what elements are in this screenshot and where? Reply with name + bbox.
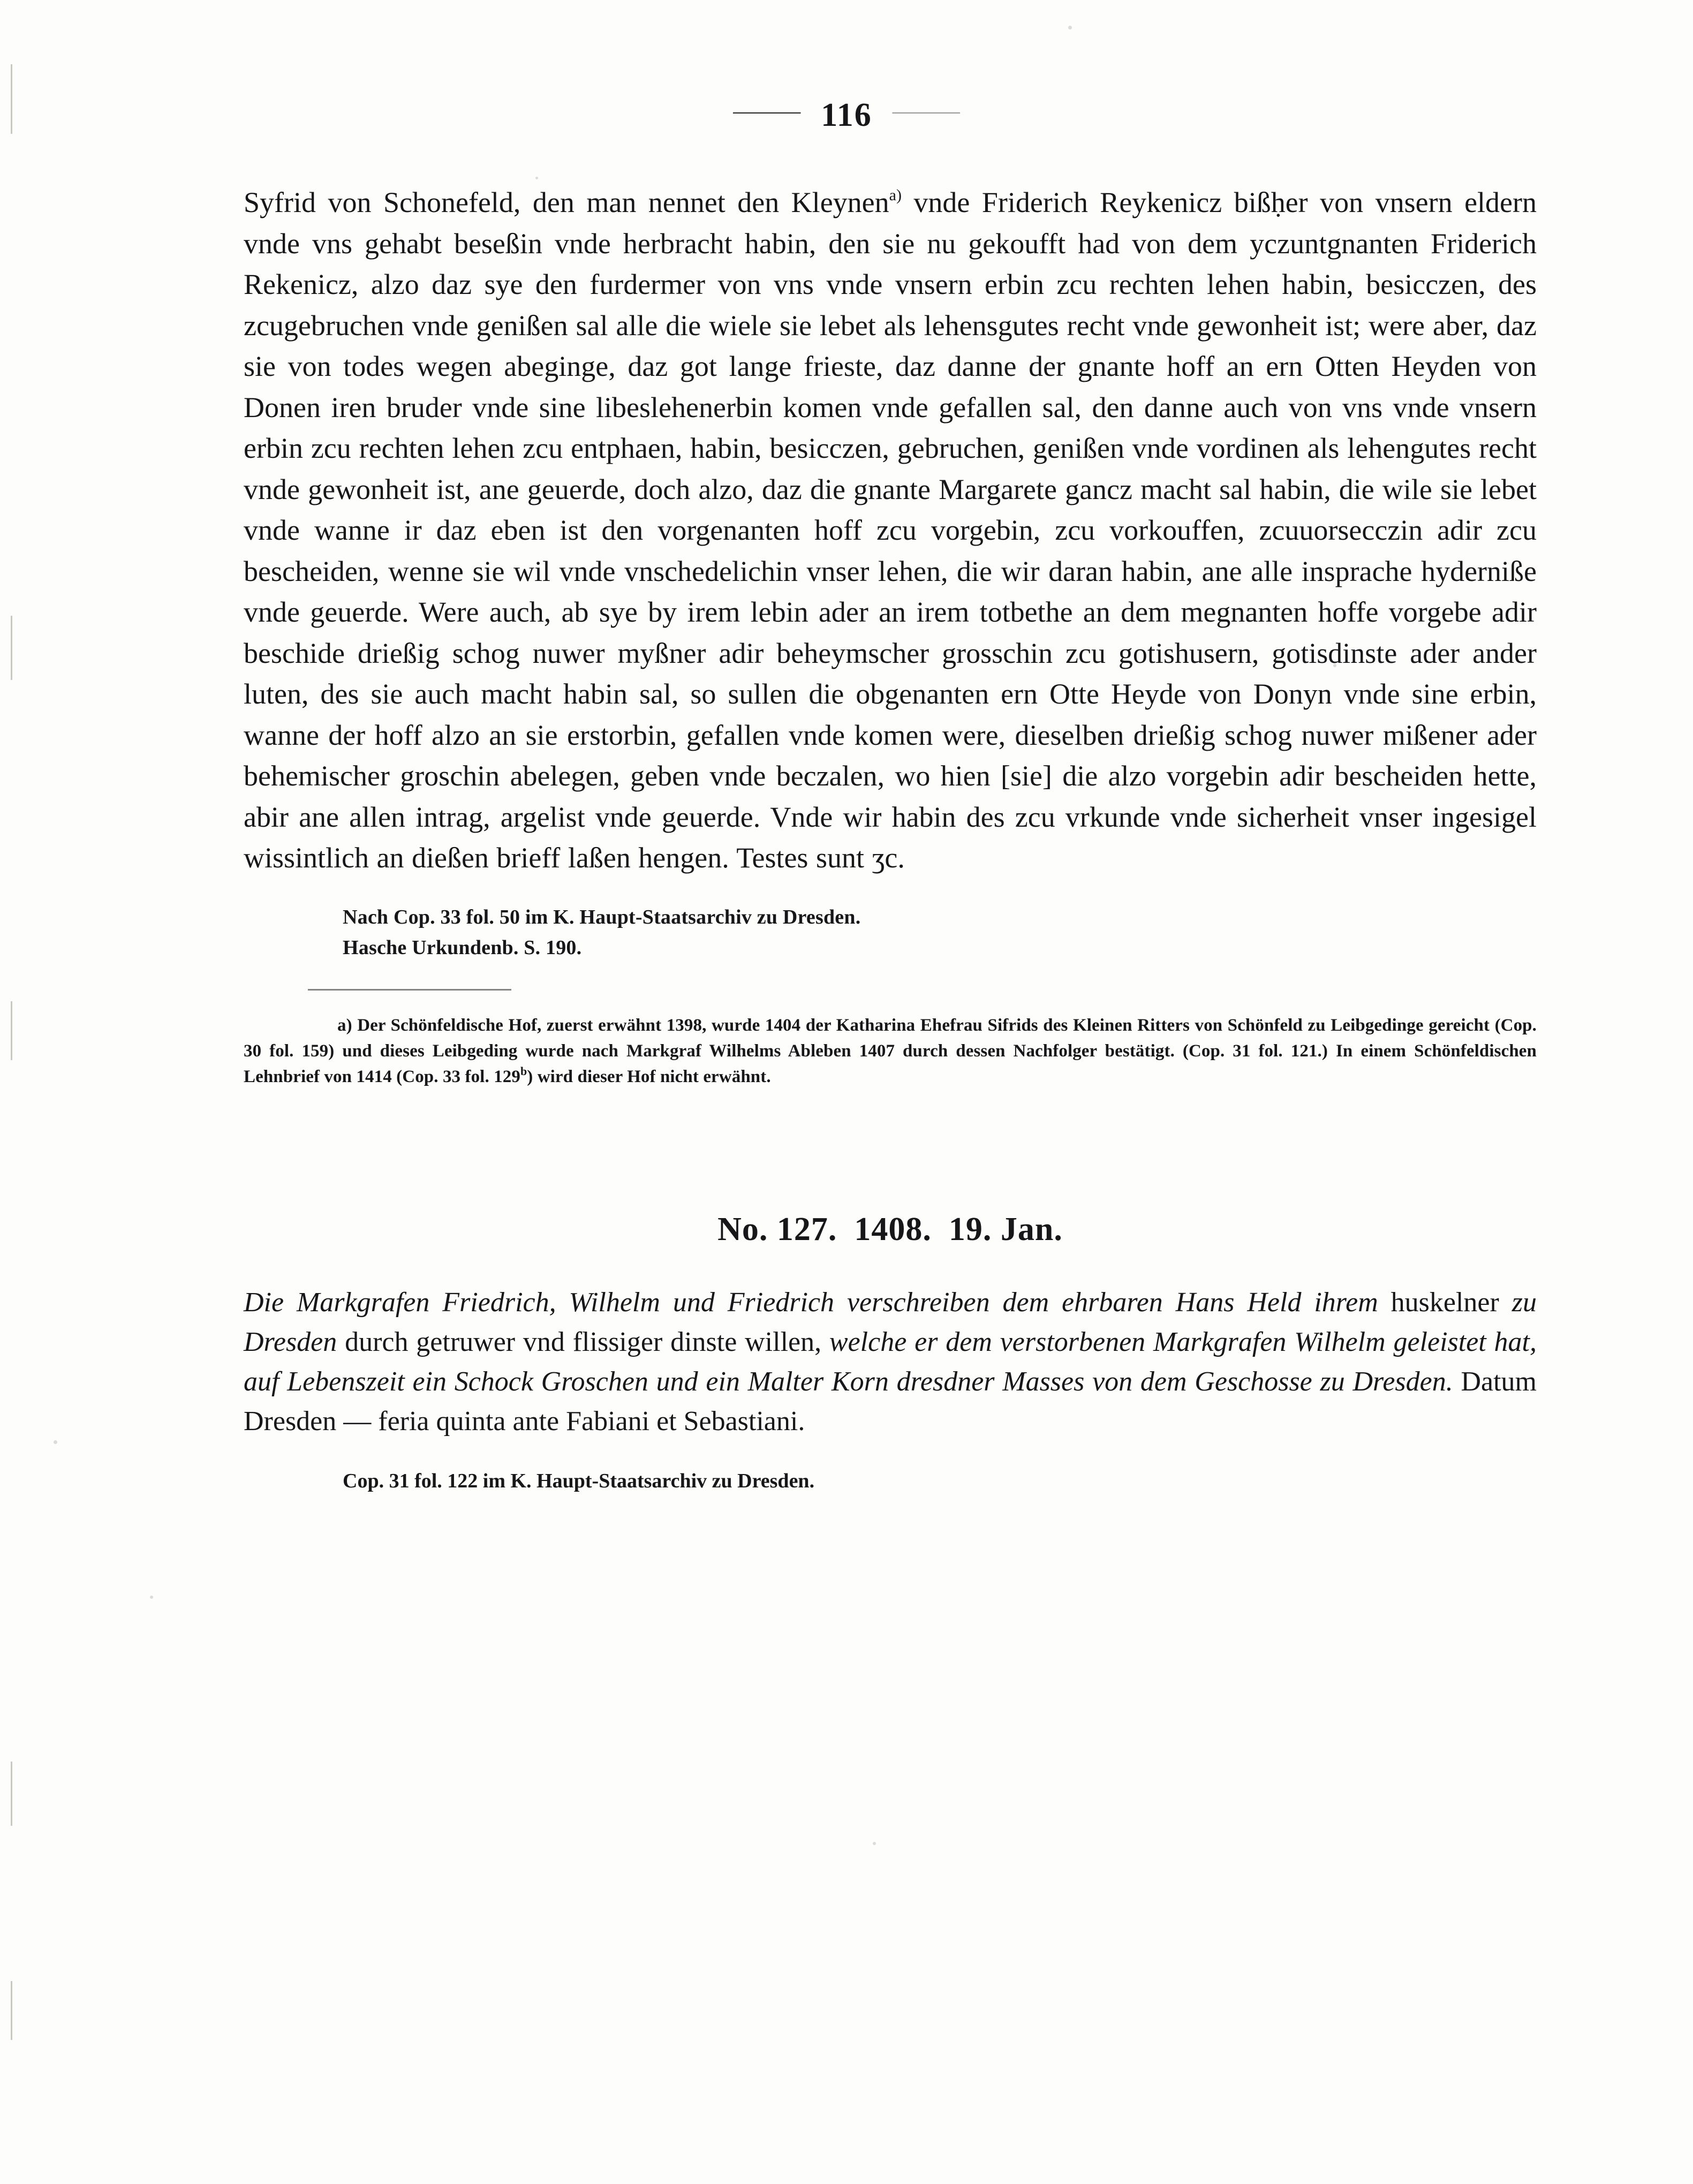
charter-date: 19. Jan. xyxy=(948,1211,1063,1248)
charter-126-source-notes xyxy=(343,902,1537,963)
footnote-text-end: ) wird dieser Hof nicht erwähnt. xyxy=(527,1067,771,1086)
abstract-segment-italic: zu Dresden xyxy=(244,1287,1537,1357)
charter-number: No. 127. xyxy=(717,1211,837,1248)
scan-edge-artifact xyxy=(11,1762,12,1826)
charter-126-text-part1: Syfrid von Schonefeld, den man nennet den Kleynen xyxy=(244,186,889,218)
text-column xyxy=(244,182,1537,1497)
rule-right: ——— xyxy=(892,99,960,124)
footnote-separator xyxy=(308,989,1537,994)
charter-127-abstract xyxy=(244,1283,1537,1441)
charter-126-text-part2: vnde Friderich Reykenicz bißḥer von vnsern eldern vnde vns gehabt beseßin vnde herbracht habin, den sie nu gekoufft had von dem yczuntgnanten Friderich Rekenicz, alzo daz sye den furdermer von vns vnde vnsern erbin zcu rechten lehen habin, besicczen, des zcugebruchen vnde genißen sal alle die wiele sie lebet als lehensgutes recht vnde gewonheit ist; were aber, daz sie von todes wegen abeginge, daz got lange frieste, daz danne der gnante hoff an ern Otten Heyden von Donen iren bruder vnde sine libeslehenerbin komen vnde gefallen sal, den danne auch von vns vnde vnsern erbin zcu rechten lehen zcu entphaen, habin, besicczen, gebruchen, genißen vnde vordinen als lehengutes recht vnde gewonheit ist, ane geuerde, doch alzo, daz die gnante Margarete gancz macht sal habin, die wile sie lebet vnde wanne ir daz eben ist den vorgenanten hoff zcu vorgebin, zcu vorkouffen, zcuuorsecczin adir zcu bescheiden, wenne sie wil vnde vnschedelichin vnser lehen, die wir daran habin, ane alle insprache hyderniße vnde geuerde. Were auch, ab sye by irem lebin ader an irem totbethe an dem megnanten hoffe vorgebe adir beschide drießig schog nuwer myßner adir beheymscher grosschin zcu gotishusern, gotisdinste ader ander luten, des sie auch macht habin sal, so sullen die obgenanten ern Otte Heyde von Donyn vnde sine erbin, wanne der hoff alzo an sie erstorbin, gefallen vnde komen were, dieselben drießig schog nuwer mißener ader behemischer groschin abelegen, geben vnde beczalen, wo hien [sie] die alzo vorgebin adir bescheiden hette, abir ane allen intrag, argelist vnde geuerde. Vnde wir habin des zcu vrkunde vnde sicherheit vnser ingesigel wissintlich an dießen brieff laßen hengen. Testes sunt ʒc. xyxy=(244,186,1537,874)
source-note-line: Nach Cop. 33 fol. 50 im K. Haupt-Staatsarchiv zu Dresden. xyxy=(343,905,861,928)
charter-year: 1408. xyxy=(854,1211,932,1248)
scan-speck xyxy=(873,1842,876,1845)
scan-speck xyxy=(54,1440,57,1444)
abstract-segment-italic: Die Markgrafen Friedrich, Wilhelm und Friedrich verschreiben dem ehrbaren Hans Held ihrem xyxy=(244,1287,1378,1318)
abstract-segment-italic: welche er dem verstorbenen Markgrafen Wilhelm geleistet hat, auf Lebenszeit ein Schock Groschen und ein Malter Korn dresdner Masses von dem Geschosse zu Dresden. xyxy=(244,1326,1537,1397)
scan-edge-artifact xyxy=(11,616,12,680)
footnote-text: Der Schönfeldische Hof, zuerst erwähnt 1398, wurde 1404 der Katharina Ehefrau Sifrids des Kleinen Ritters von Schönfeld zu Leibgedinge gereicht (Cop. 30 fol. 159) und dieses Leibgeding wurde nach Markgraf Wilhelms Ableben 1407 durch dessen Nachfolger bestätigt. (Cop. 31 fol. 121.) In einem Schönfeldischen Lehnbrief von 1414 (Cop. 33 fol. 129 xyxy=(244,1015,1537,1086)
footnote-superscript-b: b xyxy=(520,1064,527,1078)
abstract-segment-roman: huskelner xyxy=(1378,1287,1512,1318)
charter-127-source-note: Cop. 31 fol. 122 im K. Haupt-Staatsarchiv zu Dresden. xyxy=(343,1469,815,1492)
scan-speck xyxy=(150,1596,153,1599)
scan-speck xyxy=(535,177,538,179)
charter-127-heading xyxy=(244,1211,1537,1249)
footnote-a xyxy=(244,1012,1537,1090)
scan-edge-artifact xyxy=(11,1001,12,1060)
scan-edge-artifact xyxy=(11,1981,12,2040)
footnote-marker: a) xyxy=(337,1015,352,1035)
abstract-segment-roman: Datum Dresden — feria quinta ante Fabiani et Sebastiani. xyxy=(244,1366,1537,1437)
abstract-segment-roman: durch getruwer vnd flissiger dinste willen, xyxy=(337,1326,829,1357)
rule-left: ——— xyxy=(733,99,801,124)
footnote-rule xyxy=(308,989,511,991)
charter-126-body xyxy=(244,182,1537,879)
running-head xyxy=(0,96,1693,134)
scan-speck xyxy=(1068,26,1072,29)
footnote-reference-a: a) xyxy=(889,186,902,204)
page-number: 116 xyxy=(821,97,872,133)
source-note-line: Hasche Urkundenb. S. 190. xyxy=(343,936,582,959)
